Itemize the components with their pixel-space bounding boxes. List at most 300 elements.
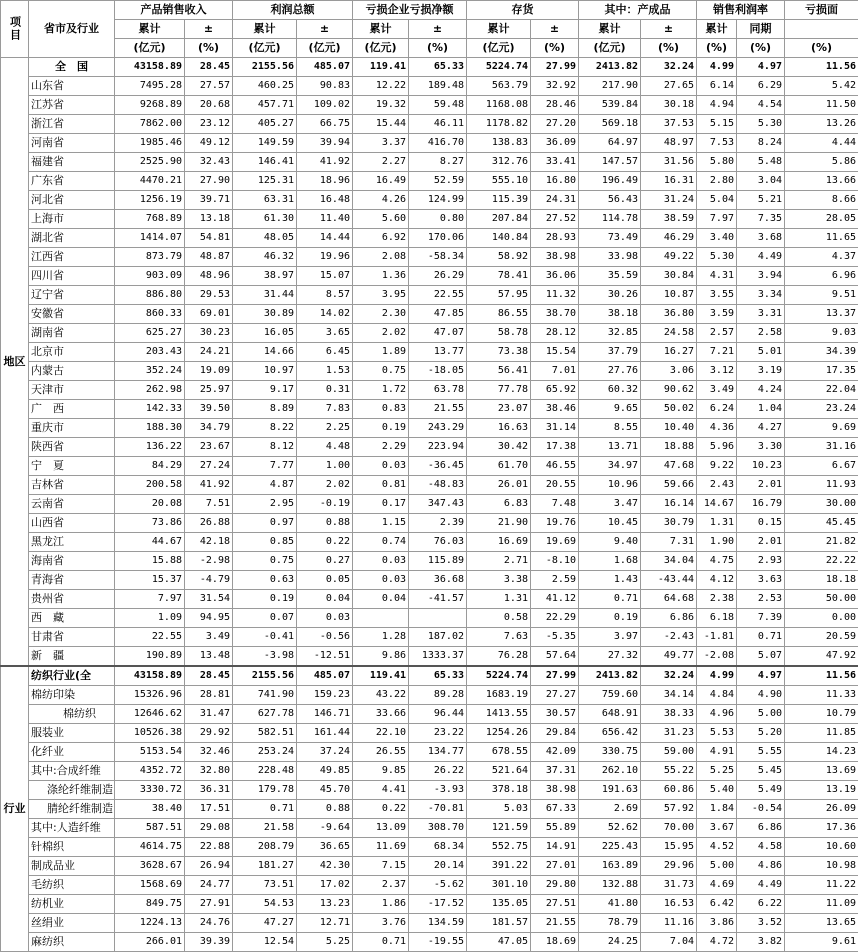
cell-value: 63.31	[233, 191, 297, 210]
cell-value: 3.63	[737, 571, 785, 590]
cell-value: 0.71	[737, 628, 785, 647]
cell-value: 4.97	[737, 58, 785, 77]
cell-value: 7.51	[185, 495, 233, 514]
cell-value: 4.86	[737, 857, 785, 876]
cell-value: 1413.55	[467, 705, 531, 724]
cell-value: 16.80	[531, 172, 579, 191]
cell-value: 189.48	[409, 77, 467, 96]
table-row	[1, 666, 858, 686]
cell-value: 60.32	[579, 381, 641, 400]
cell-value: 1224.13	[115, 914, 185, 933]
cell-value: -18.05	[409, 362, 467, 381]
cell-value: 28.12	[531, 324, 579, 343]
cell-value: 2.53	[737, 590, 785, 609]
cell-value: 18.88	[641, 438, 697, 457]
cell-value: 48.96	[185, 267, 233, 286]
cell-value: 27.76	[579, 362, 641, 381]
cell-value: 4.44	[785, 134, 858, 153]
cell-value: 9.85	[353, 762, 409, 781]
table-body	[1, 58, 858, 952]
cell-value: 1683.19	[467, 686, 531, 705]
cell-value: 5.30	[697, 248, 737, 267]
cell-value: -19.55	[409, 933, 467, 952]
cell-value: 27.91	[185, 895, 233, 914]
cell-value: 2155.56	[233, 58, 297, 77]
cell-value: 0.88	[297, 800, 353, 819]
cell-value: 228.48	[233, 762, 297, 781]
cell-value: 11.65	[785, 229, 858, 248]
row-label: 贵州省	[29, 590, 115, 609]
cell-value: 67.33	[531, 800, 579, 819]
table-row	[1, 647, 858, 667]
header-unit: (亿元)	[353, 39, 409, 58]
cell-value: 16.53	[641, 895, 697, 914]
cell-value: 21.82	[785, 533, 858, 552]
table-row	[1, 838, 858, 857]
cell-value: 84.29	[115, 457, 185, 476]
cell-value: 391.22	[467, 857, 531, 876]
cell-value: 49.12	[185, 134, 233, 153]
row-label: 福建省	[29, 153, 115, 172]
cell-value: 49.22	[641, 248, 697, 267]
cell-value: 10.79	[785, 705, 858, 724]
header-sub: 累计	[233, 20, 297, 39]
cell-value: 5.60	[353, 210, 409, 229]
cell-value: 24.58	[641, 324, 697, 343]
cell-value: 9.65	[579, 400, 641, 419]
row-label: 江苏省	[29, 96, 115, 115]
table-row	[1, 457, 858, 476]
cell-value: 31.47	[185, 705, 233, 724]
cell-value: 38.97	[233, 267, 297, 286]
cell-value: 741.90	[233, 686, 297, 705]
cell-value: 3.82	[737, 933, 785, 952]
table-row	[1, 172, 858, 191]
cell-value: 3.97	[579, 628, 641, 647]
cell-value: 13.19	[785, 781, 858, 800]
cell-value: 5.21	[737, 191, 785, 210]
cell-value: 32.80	[185, 762, 233, 781]
cell-value: 3.49	[185, 628, 233, 647]
cell-value: 625.27	[115, 324, 185, 343]
cell-value: 2.80	[697, 172, 737, 191]
row-label: 河南省	[29, 134, 115, 153]
cell-value: -4.79	[185, 571, 233, 590]
row-label: 麻纺织	[29, 933, 115, 952]
cell-value: 0.63	[233, 571, 297, 590]
table-row	[1, 724, 858, 743]
cell-value: 9.03	[785, 324, 858, 343]
cell-value: 7.97	[697, 210, 737, 229]
row-label: 青海省	[29, 571, 115, 590]
cell-value: 6.92	[353, 229, 409, 248]
cell-value: 7.31	[641, 533, 697, 552]
cell-value: 37.79	[579, 343, 641, 362]
cell-value: 11.56	[785, 666, 858, 686]
cell-value: 485.07	[297, 58, 353, 77]
cell-value: 207.84	[467, 210, 531, 229]
cell-value: 4.90	[737, 686, 785, 705]
cell-value: 2.59	[531, 571, 579, 590]
cell-value: -70.81	[409, 800, 467, 819]
header-unit: (亿元)	[233, 39, 297, 58]
cell-value: 187.02	[409, 628, 467, 647]
cell-value: 11.85	[785, 724, 858, 743]
cell-value: 0.31	[297, 381, 353, 400]
cell-value: 262.10	[579, 762, 641, 781]
table-row	[1, 552, 858, 571]
cell-value: 2.02	[353, 324, 409, 343]
cell-value: 2.95	[233, 495, 297, 514]
cell-value: -3.93	[409, 781, 467, 800]
cell-value: 1.04	[737, 400, 785, 419]
cell-value: 262.98	[115, 381, 185, 400]
cell-value: 5.01	[737, 343, 785, 362]
cell-value: 0.22	[297, 533, 353, 552]
cell-value: 3.94	[737, 267, 785, 286]
cell-value: 33.41	[531, 153, 579, 172]
cell-value: 57.95	[467, 286, 531, 305]
cell-value: 8.22	[233, 419, 297, 438]
table-row	[1, 762, 858, 781]
cell-value: 6.14	[697, 77, 737, 96]
table-row	[1, 857, 858, 876]
cell-value: 140.84	[467, 229, 531, 248]
cell-value: 41.12	[531, 590, 579, 609]
cell-value: 68.34	[409, 838, 467, 857]
cell-value: 2.93	[737, 552, 785, 571]
cell-value: 378.18	[467, 781, 531, 800]
cell-value	[409, 609, 467, 628]
cell-value: 28.05	[785, 210, 858, 229]
header-unit: (%)	[785, 39, 858, 58]
header-sub: ±	[641, 20, 697, 39]
cell-value: 29.96	[641, 857, 697, 876]
cell-value: 15.37	[115, 571, 185, 590]
cell-value: 41.92	[297, 153, 353, 172]
header-sub: ±	[531, 20, 579, 39]
cell-value: 17.35	[785, 362, 858, 381]
cell-value: 23.67	[185, 438, 233, 457]
cell-value: 9.17	[233, 381, 297, 400]
cell-value: 7.35	[737, 210, 785, 229]
cell-value: 23.07	[467, 400, 531, 419]
cell-value: 26.09	[785, 800, 858, 819]
cell-value: 13.65	[785, 914, 858, 933]
cell-value: 5.96	[697, 438, 737, 457]
cell-value: 6.18	[697, 609, 737, 628]
cell-value: 96.44	[409, 705, 467, 724]
row-label: 丝绢业	[29, 914, 115, 933]
cell-value: 11.32	[531, 286, 579, 305]
cell-value: 27.27	[531, 686, 579, 705]
table-row	[1, 229, 858, 248]
table-row	[1, 115, 858, 134]
cell-value: 34.79	[185, 419, 233, 438]
cell-value: 86.55	[467, 305, 531, 324]
header-unit: (亿元)	[467, 39, 531, 58]
cell-value: 16.31	[641, 172, 697, 191]
cell-value: 582.51	[233, 724, 297, 743]
cell-value: 1.15	[353, 514, 409, 533]
cell-value: 5.03	[467, 800, 531, 819]
cell-value: 21.55	[531, 914, 579, 933]
cell-value: 29.53	[185, 286, 233, 305]
cell-value: 14.66	[233, 343, 297, 362]
cell-value: 34.14	[641, 686, 697, 705]
cell-value: 13.69	[785, 762, 858, 781]
cell-value: 11.40	[297, 210, 353, 229]
cell-value: 405.27	[233, 115, 297, 134]
table-row	[1, 781, 858, 800]
table-header	[1, 1, 858, 58]
row-label: 北京市	[29, 343, 115, 362]
cell-value: 9268.89	[115, 96, 185, 115]
cell-value: 2.01	[737, 533, 785, 552]
cell-value: 31.23	[641, 724, 697, 743]
cell-value: 15.54	[531, 343, 579, 362]
cell-value: 6.86	[737, 819, 785, 838]
cell-value: 1168.08	[467, 96, 531, 115]
cell-value: 38.70	[531, 305, 579, 324]
cell-value: 38.40	[115, 800, 185, 819]
table-row	[1, 800, 858, 819]
cell-value: 59.48	[409, 96, 467, 115]
cell-value: -1.81	[697, 628, 737, 647]
cell-value: 3628.67	[115, 857, 185, 876]
cell-value: 31.54	[185, 590, 233, 609]
cell-value: 13.09	[353, 819, 409, 838]
cell-value: 39.94	[297, 134, 353, 153]
cell-value: 32.85	[579, 324, 641, 343]
cell-value: 46.29	[641, 229, 697, 248]
header-unit: (%)	[641, 39, 697, 58]
cell-value: 26.01	[467, 476, 531, 495]
table-row	[1, 286, 858, 305]
cell-value: 19.32	[353, 96, 409, 115]
cell-value: -0.56	[297, 628, 353, 647]
cell-value: 627.78	[233, 705, 297, 724]
row-label: 涤纶纤维制造	[29, 781, 115, 800]
cell-value: 33.98	[579, 248, 641, 267]
row-label: 腈纶纤维制造	[29, 800, 115, 819]
cell-value: -41.57	[409, 590, 467, 609]
cell-value: 66.75	[297, 115, 353, 134]
cell-value: 59.00	[641, 743, 697, 762]
cell-value: 14.44	[297, 229, 353, 248]
cell-value: 39.71	[185, 191, 233, 210]
cell-value: 23.22	[409, 724, 467, 743]
cell-value: 7.04	[641, 933, 697, 952]
cell-value: 0.74	[353, 533, 409, 552]
cell-value: 4.99	[697, 666, 737, 686]
cell-value: 119.41	[353, 58, 409, 77]
cell-value: 4.41	[353, 781, 409, 800]
cell-value: 5.86	[785, 153, 858, 172]
header-unit: (亿元)	[579, 39, 641, 58]
cell-value: 20.08	[115, 495, 185, 514]
cell-value: 138.83	[467, 134, 531, 153]
cell-value: 31.14	[531, 419, 579, 438]
cell-value: -36.45	[409, 457, 467, 476]
cell-value: 266.01	[115, 933, 185, 952]
cell-value: 38.18	[579, 305, 641, 324]
cell-value: 16.63	[467, 419, 531, 438]
cell-value: 46.55	[531, 457, 579, 476]
cell-value: 26.22	[409, 762, 467, 781]
table-row	[1, 743, 858, 762]
cell-value: 147.57	[579, 153, 641, 172]
cell-value: 1.00	[297, 457, 353, 476]
table-row	[1, 210, 858, 229]
cell-value: 36.06	[531, 267, 579, 286]
cell-value: 243.29	[409, 419, 467, 438]
header-sub: 累计	[353, 20, 409, 39]
table-row	[1, 419, 858, 438]
cell-value: 8.66	[785, 191, 858, 210]
cell-value: 57.92	[641, 800, 697, 819]
cell-value: 0.71	[353, 933, 409, 952]
cell-value: 4.96	[697, 705, 737, 724]
cell-value: 52.59	[409, 172, 467, 191]
cell-value: 352.24	[115, 362, 185, 381]
cell-value: 4.84	[697, 686, 737, 705]
cell-value: 1.53	[297, 362, 353, 381]
cell-value: 3.47	[579, 495, 641, 514]
cell-value: 50.00	[785, 590, 858, 609]
cell-value: 203.43	[115, 343, 185, 362]
cell-value: 22.29	[531, 609, 579, 628]
cell-value: 30.18	[641, 96, 697, 115]
cell-value: 20.59	[785, 628, 858, 647]
cell-value: 1414.07	[115, 229, 185, 248]
cell-value: 3.34	[737, 286, 785, 305]
cell-value: 16.69	[467, 533, 531, 552]
cell-value: 3.40	[697, 229, 737, 248]
cell-value: 253.24	[233, 743, 297, 762]
cell-value: 31.16	[785, 438, 858, 457]
cell-value: 14.23	[785, 743, 858, 762]
cell-value: 1.31	[697, 514, 737, 533]
header-unit: (%)	[531, 39, 579, 58]
cell-value: 1.89	[353, 343, 409, 362]
cell-value: 7862.00	[115, 115, 185, 134]
cell-value: 223.94	[409, 438, 467, 457]
cell-value: 10.98	[785, 857, 858, 876]
cell-value: 21.58	[233, 819, 297, 838]
cell-value: 5.80	[697, 153, 737, 172]
header-unit: (亿元)	[115, 39, 185, 58]
row-label: 棉纺织	[29, 705, 115, 724]
cell-value: 54.81	[185, 229, 233, 248]
cell-value: 32.46	[185, 743, 233, 762]
cell-value: -0.54	[737, 800, 785, 819]
header-sub: 累计	[467, 20, 531, 39]
cell-value: 31.24	[641, 191, 697, 210]
row-label: 重庆市	[29, 419, 115, 438]
cell-value: 142.33	[115, 400, 185, 419]
cell-value: 24.25	[579, 933, 641, 952]
cell-value: 4.69	[697, 876, 737, 895]
cell-value: 4.48	[297, 438, 353, 457]
cell-value: 1.43	[579, 571, 641, 590]
cell-value: 11.22	[785, 876, 858, 895]
cell-value: 8.12	[233, 438, 297, 457]
cell-value: 678.55	[467, 743, 531, 762]
cell-value: 38.98	[531, 781, 579, 800]
cell-value: 2.01	[737, 476, 785, 495]
table-row	[1, 134, 858, 153]
row-label: 西 藏	[29, 609, 115, 628]
cell-value: 2.71	[467, 552, 531, 571]
header-unit: (%)	[409, 39, 467, 58]
row-label: 纺机业	[29, 895, 115, 914]
cell-value: 27.57	[185, 77, 233, 96]
table-row	[1, 77, 858, 96]
cell-value: 0.19	[579, 609, 641, 628]
cell-value: 5.25	[297, 933, 353, 952]
cell-value: 55.22	[641, 762, 697, 781]
cell-value: 14.02	[297, 305, 353, 324]
header-project: 项目	[1, 1, 29, 58]
table-row	[1, 571, 858, 590]
cell-value: 8.89	[233, 400, 297, 419]
cell-value: 4614.75	[115, 838, 185, 857]
cell-value: 7.77	[233, 457, 297, 476]
cell-value: 17.38	[531, 438, 579, 457]
table-row	[1, 267, 858, 286]
cell-value: 11.33	[785, 686, 858, 705]
cell-value: 89.28	[409, 686, 467, 705]
cell-value: 308.70	[409, 819, 467, 838]
row-label: 全 国	[29, 58, 115, 77]
cell-value: 42.18	[185, 533, 233, 552]
cell-value: 3.19	[737, 362, 785, 381]
cell-value: 5.07	[737, 647, 785, 667]
cell-value: 22.22	[785, 552, 858, 571]
row-label: 上海市	[29, 210, 115, 229]
cell-value: 124.99	[409, 191, 467, 210]
header-sub: 累计	[579, 20, 641, 39]
cell-value: 552.75	[467, 838, 531, 857]
table-row	[1, 96, 858, 115]
cell-value: 73.49	[579, 229, 641, 248]
cell-value: 13.71	[579, 438, 641, 457]
table-row	[1, 324, 858, 343]
cell-value: -58.34	[409, 248, 467, 267]
cell-value: 35.59	[579, 267, 641, 286]
cell-value: 6.42	[697, 895, 737, 914]
cell-value: 16.79	[737, 495, 785, 514]
cell-value: 18.96	[297, 172, 353, 191]
cell-value: 7495.28	[115, 77, 185, 96]
cell-value: 179.78	[233, 781, 297, 800]
row-label: 浙江省	[29, 115, 115, 134]
table-row	[1, 514, 858, 533]
cell-value: 37.53	[641, 115, 697, 134]
table-row	[1, 914, 858, 933]
cell-value: -2.43	[641, 628, 697, 647]
cell-value: 4.58	[737, 838, 785, 857]
cell-value: 7.97	[115, 590, 185, 609]
cell-value: 3.38	[467, 571, 531, 590]
cell-value: 1178.82	[467, 115, 531, 134]
cell-value: 886.80	[115, 286, 185, 305]
table-row	[1, 895, 858, 914]
row-label: 宁 夏	[29, 457, 115, 476]
cell-value: 28.45	[185, 666, 233, 686]
cell-value: 11.69	[353, 838, 409, 857]
